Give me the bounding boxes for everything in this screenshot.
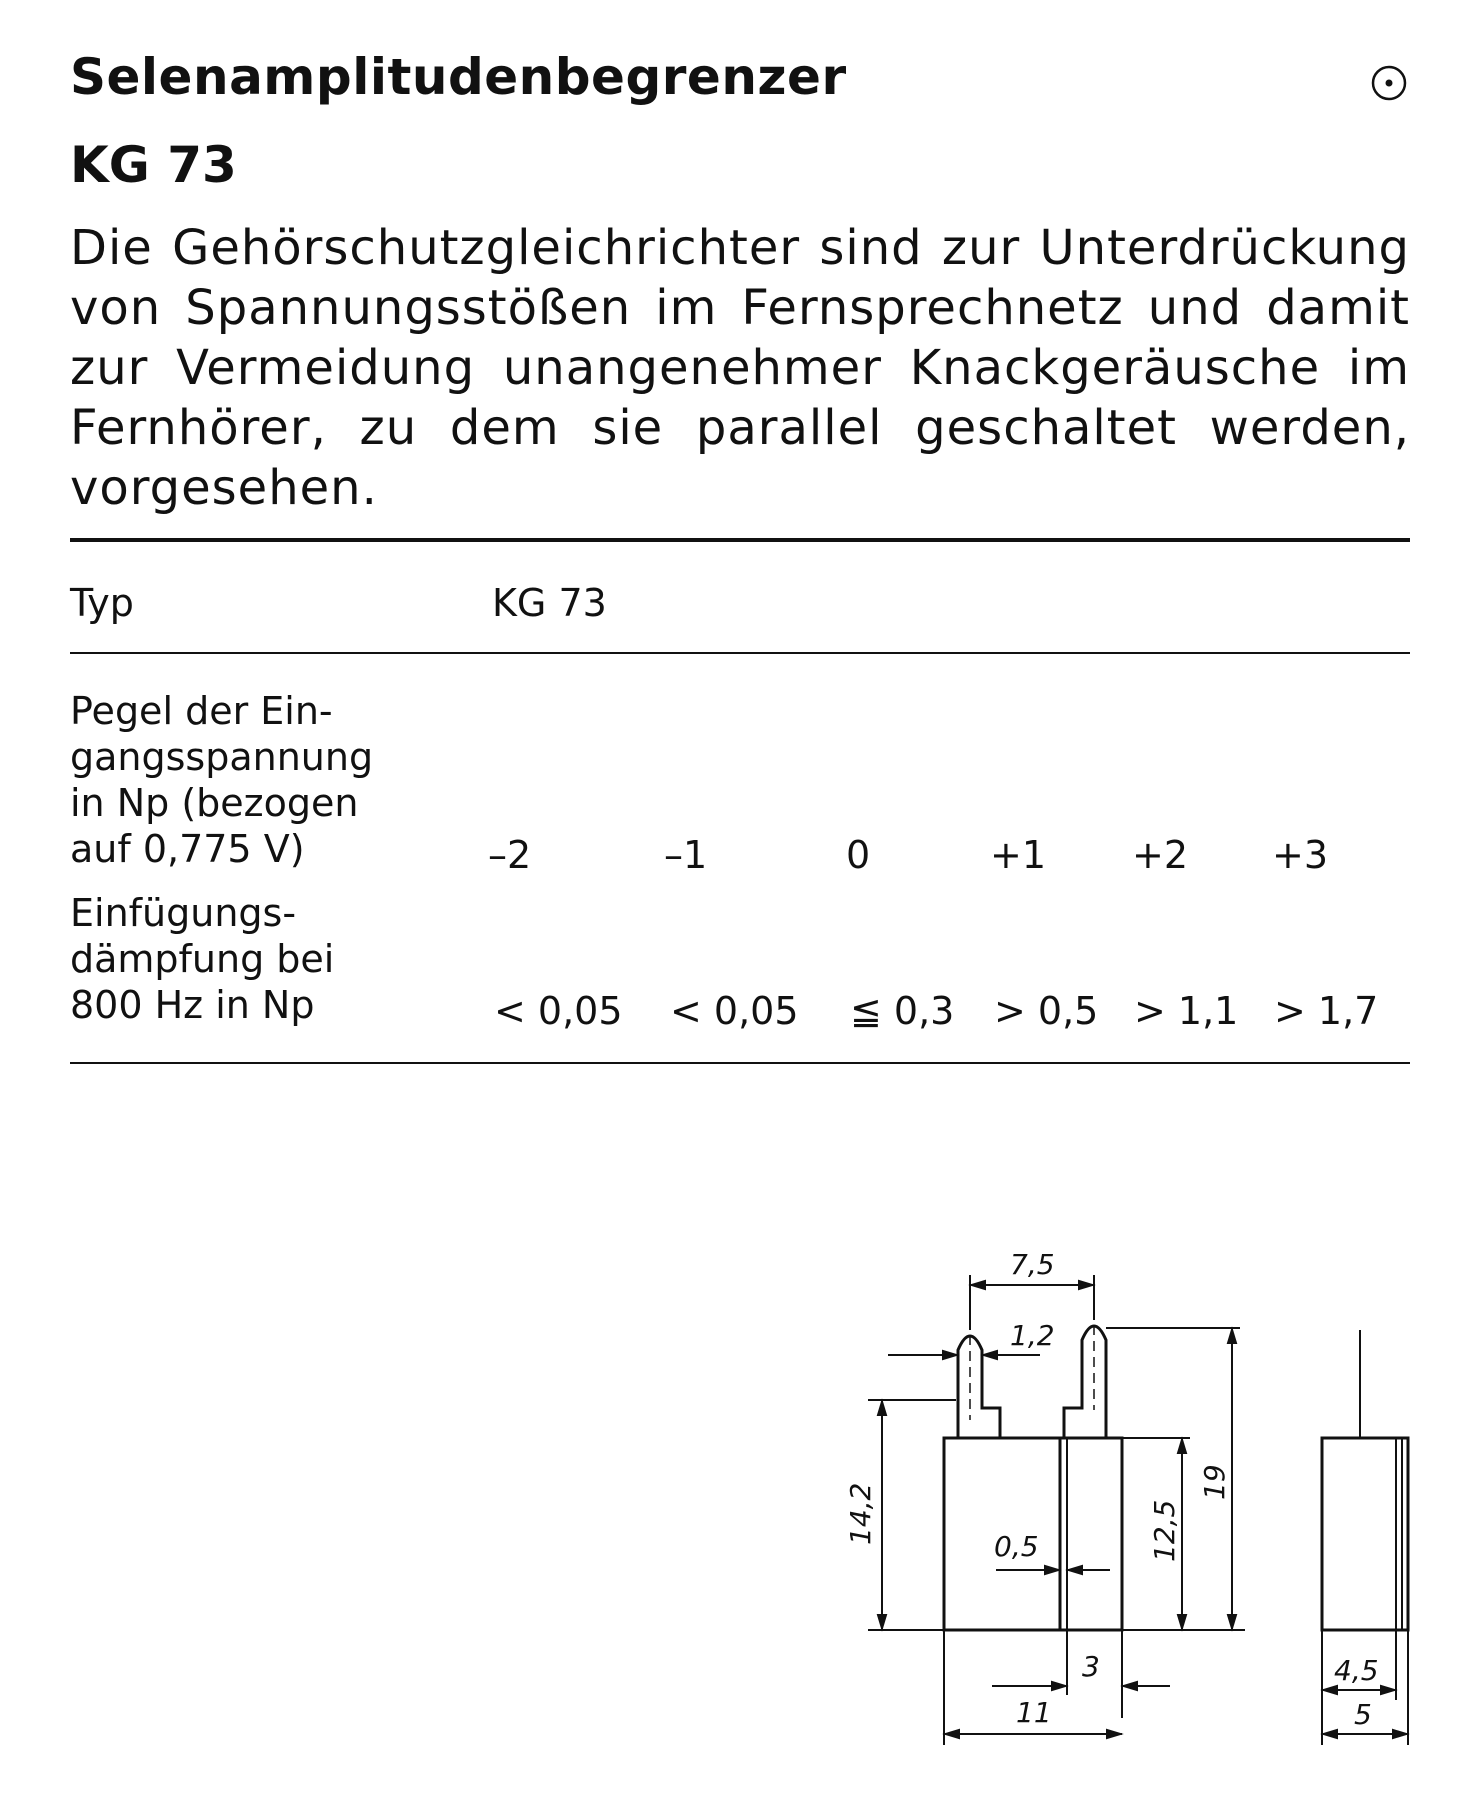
type-value: KG 73 [492, 581, 607, 625]
dim-label: 1,2 [1010, 1319, 1055, 1352]
dim-label: 11 [1016, 1696, 1052, 1729]
damping-value: > 1,1 [1134, 989, 1239, 1033]
right-pin [1064, 1326, 1106, 1438]
damping-label-line: Einfügungs- [70, 891, 297, 935]
intro-paragraph: Die Gehörschutzgleichrichter sind zur Unterdrückung von Spannungsstößen im Fernsprechnetz und damit zur Vermeidung unangenehmer Knackgeräusche im Fernhörer, zu dem sie parallel geschaltet werden, vorgesehen. [70, 220, 1410, 516]
damping-value: ≦ 0,3 [850, 989, 955, 1033]
dim-label: 3 [1082, 1650, 1100, 1683]
level-value: –1 [664, 833, 708, 877]
level-label-line: in Np (bezogen [70, 781, 359, 825]
damping-value: > 1,7 [1274, 989, 1379, 1033]
damping-value: > 0,5 [994, 989, 1099, 1033]
dim-label: 0,5 [994, 1530, 1039, 1563]
damping-value: < 0,05 [670, 989, 799, 1033]
damping-value: < 0,05 [494, 989, 623, 1033]
dim-label: 7,5 [1010, 1248, 1055, 1281]
dim-label: 4,5 [1334, 1654, 1379, 1687]
level-value: +1 [990, 833, 1047, 877]
damping-label-line: dämpfung bei [70, 937, 335, 981]
level-value: +2 [1132, 833, 1189, 877]
dim-label: 5 [1354, 1698, 1372, 1731]
type-label: Typ [70, 581, 134, 625]
dim-label: 12,5 [1148, 1499, 1181, 1562]
left-pin [958, 1336, 1000, 1438]
level-value: 0 [846, 833, 871, 877]
damping-label-line: 800 Hz in Np [70, 983, 315, 1027]
type-heading: KG 73 [70, 136, 237, 194]
dim-label: 19 [1198, 1464, 1231, 1500]
level-value: +3 [1272, 833, 1329, 877]
level-label-line: gangsspannung [70, 735, 374, 779]
level-value: –2 [488, 833, 532, 877]
dim-label: 14,2 [844, 1482, 877, 1545]
page-title: Selenamplitudenbegrenzer [70, 48, 847, 106]
level-label-line: Pegel der Ein- [70, 689, 333, 733]
level-label-line: auf 0,775 V) [70, 827, 305, 871]
